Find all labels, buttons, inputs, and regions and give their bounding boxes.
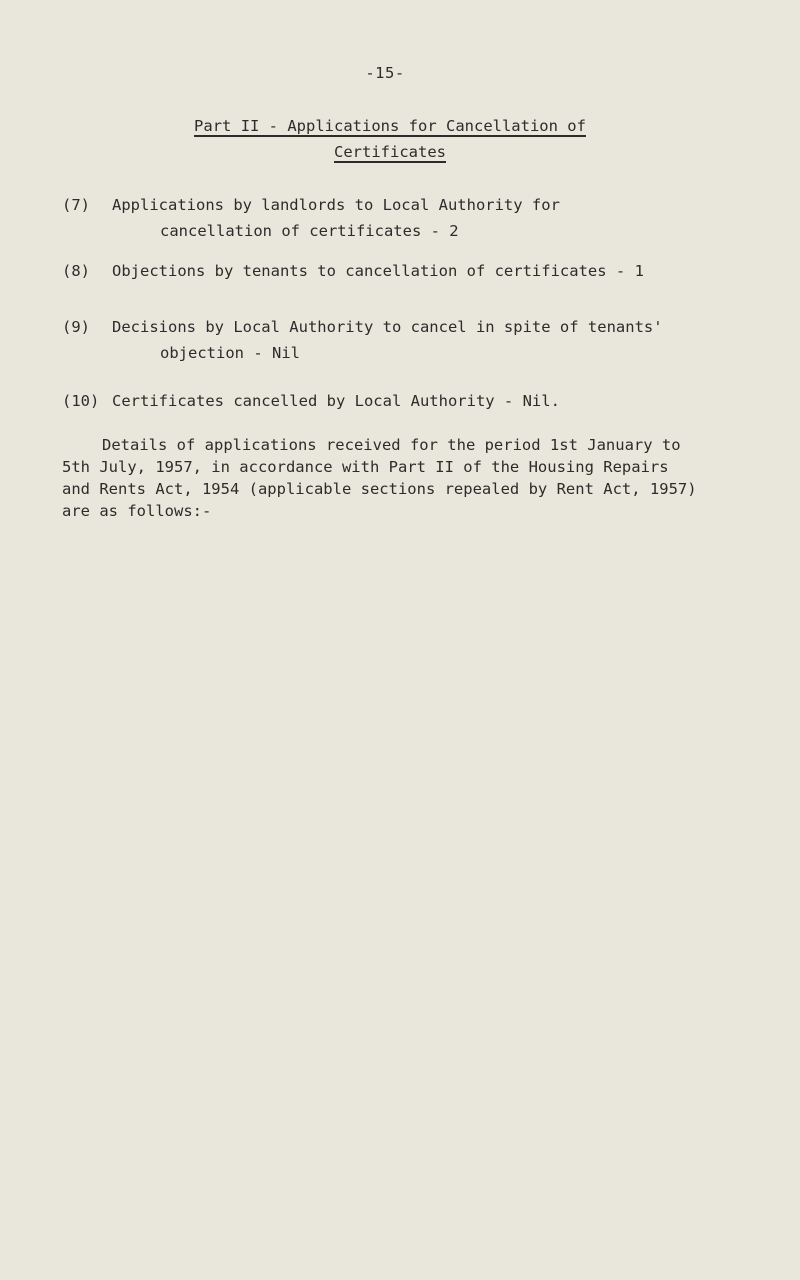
item-text: Applications by landlords to Local Authority for xyxy=(112,196,560,214)
section-heading-text-2: Certificates xyxy=(334,143,446,161)
item-text: Objections by tenants to cancellation of certificates - 1 xyxy=(112,262,644,280)
item-number: (7) xyxy=(62,196,90,214)
details-paragraph xyxy=(62,434,782,522)
list-item xyxy=(62,314,782,366)
list-item xyxy=(62,258,782,284)
paragraph-line: are as follows:- xyxy=(62,502,212,520)
paragraph-line: Details of applications received for the period 1st January to xyxy=(102,436,681,454)
section-heading-line-1 xyxy=(0,117,780,135)
item-continuation: objection - Nil xyxy=(160,344,300,362)
item-number: (9) xyxy=(62,318,90,336)
page-number: -15- xyxy=(365,64,405,82)
item-text: Decisions by Local Authority to cancel in spite of tenants' xyxy=(112,318,663,336)
section-heading-text-1: Part II - Applications for Cancellation of xyxy=(194,117,586,135)
list-item xyxy=(62,388,782,414)
paragraph-line: and Rents Act, 1954 (applicable sections repealed by Rent Act, 1957) xyxy=(62,480,697,498)
list-item xyxy=(62,192,782,244)
paragraph-line: 5th July, 1957, in accordance with Part II of the Housing Repairs xyxy=(62,458,669,476)
item-number: (8) xyxy=(62,262,90,280)
item-number: (10) xyxy=(62,392,100,410)
section-heading-line-2 xyxy=(0,143,780,161)
item-continuation: cancellation of certificates - 2 xyxy=(160,222,459,240)
item-text: Certificates cancelled by Local Authority - Nil. xyxy=(112,392,560,410)
